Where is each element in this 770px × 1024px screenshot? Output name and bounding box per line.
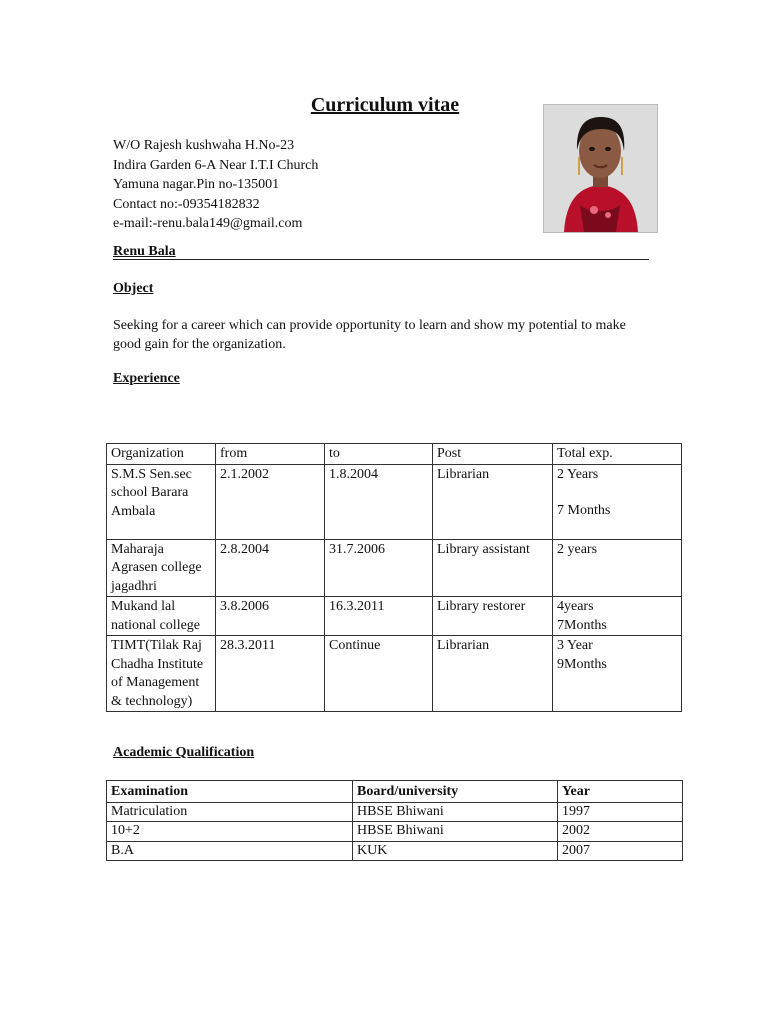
cell-organization: S.M.S Sen.sec school Barara Ambala — [107, 464, 216, 539]
cell-year: 1997 — [558, 802, 683, 822]
address-block — [113, 136, 318, 234]
header-cell: Year — [558, 781, 683, 803]
candidate-name: Renu Bala — [113, 244, 176, 259]
table-row — [107, 802, 683, 822]
cell-organization: Maharaja Agrasen college jagadhri — [107, 539, 216, 597]
cell-from: 2.1.2002 — [216, 464, 325, 539]
address-line: W/O Rajesh kushwaha H.No-23 — [113, 138, 295, 153]
table-row — [107, 539, 682, 597]
email-address: e-mail:-renu.bala149@gmail.com — [113, 216, 303, 231]
header-cell: Organization — [107, 444, 216, 465]
name-underline — [113, 259, 649, 260]
table-row — [107, 597, 682, 636]
cell-examination: Matriculation — [107, 802, 353, 822]
cell-board: HBSE Bhiwani — [353, 822, 558, 842]
total-years: 2 years — [557, 541, 598, 557]
cell-to: 16.3.2011 — [325, 597, 433, 636]
cell-year: 2002 — [558, 822, 683, 842]
object-heading: Object — [113, 281, 154, 296]
cell-examination: B.A — [107, 841, 353, 861]
cell-examination: 10+2 — [107, 822, 353, 842]
cell-to: 31.7.2006 — [325, 539, 433, 597]
profile-photo — [543, 104, 658, 233]
cell-to: Continue — [325, 636, 433, 712]
cell-to: 1.8.2004 — [325, 464, 433, 539]
cell-total — [553, 539, 682, 597]
cell-from: 3.8.2006 — [216, 597, 325, 636]
academic-heading: Academic Qualification — [113, 745, 255, 760]
header-cell: to — [325, 444, 433, 465]
header-cell: Board/university — [353, 781, 558, 803]
header-cell: Total exp. — [553, 444, 682, 465]
cell-post: Library restorer — [433, 597, 553, 636]
cell-organization: Mukand lal national college — [107, 597, 216, 636]
table-row — [107, 822, 683, 842]
cell-post: Librarian — [433, 636, 553, 712]
experience-table — [106, 443, 682, 712]
object-text: Seeking for a career which can provide opportunity to learn and show my potential to make good gain for the organization. — [113, 318, 626, 352]
total-years: 4years — [557, 599, 594, 614]
cell-post: Librarian — [433, 464, 553, 539]
academic-table — [106, 780, 683, 861]
cell-total — [553, 597, 682, 636]
cell-total — [553, 464, 682, 539]
total-months: 7Months — [557, 617, 607, 633]
total-months: 7 Months — [557, 503, 611, 518]
cell-from: 28.3.2011 — [216, 636, 325, 712]
header-cell: Examination — [107, 781, 353, 803]
table-header-row — [107, 444, 682, 465]
document-title: Curriculum vitae — [310, 94, 460, 116]
table-row — [107, 636, 682, 712]
cell-total — [553, 636, 682, 712]
cell-from: 2.8.2004 — [216, 539, 325, 597]
table-header-row — [107, 781, 683, 803]
cell-board: HBSE Bhiwani — [353, 802, 558, 822]
address-line: Yamuna nagar.Pin no-135001 — [113, 177, 280, 192]
header-cell: Post — [433, 444, 553, 465]
total-years: 2 Years — [557, 466, 599, 482]
address-line: Indira Garden 6-A Near I.T.I Church — [113, 157, 319, 173]
header-cell: from — [216, 444, 325, 465]
cell-board: KUK — [353, 841, 558, 861]
experience-heading: Experience — [113, 371, 180, 386]
contact-number: Contact no:-09354182832 — [113, 196, 260, 212]
total-months: 9Months — [557, 656, 607, 672]
cell-year: 2007 — [558, 841, 683, 861]
total-years: 3 Year — [557, 638, 593, 653]
cell-post: Library assistant — [433, 539, 553, 597]
table-row — [107, 841, 683, 861]
table-row — [107, 464, 682, 539]
cell-organization: TIMT(Tilak Raj Chadha Institute of Management & technology) — [107, 636, 216, 712]
